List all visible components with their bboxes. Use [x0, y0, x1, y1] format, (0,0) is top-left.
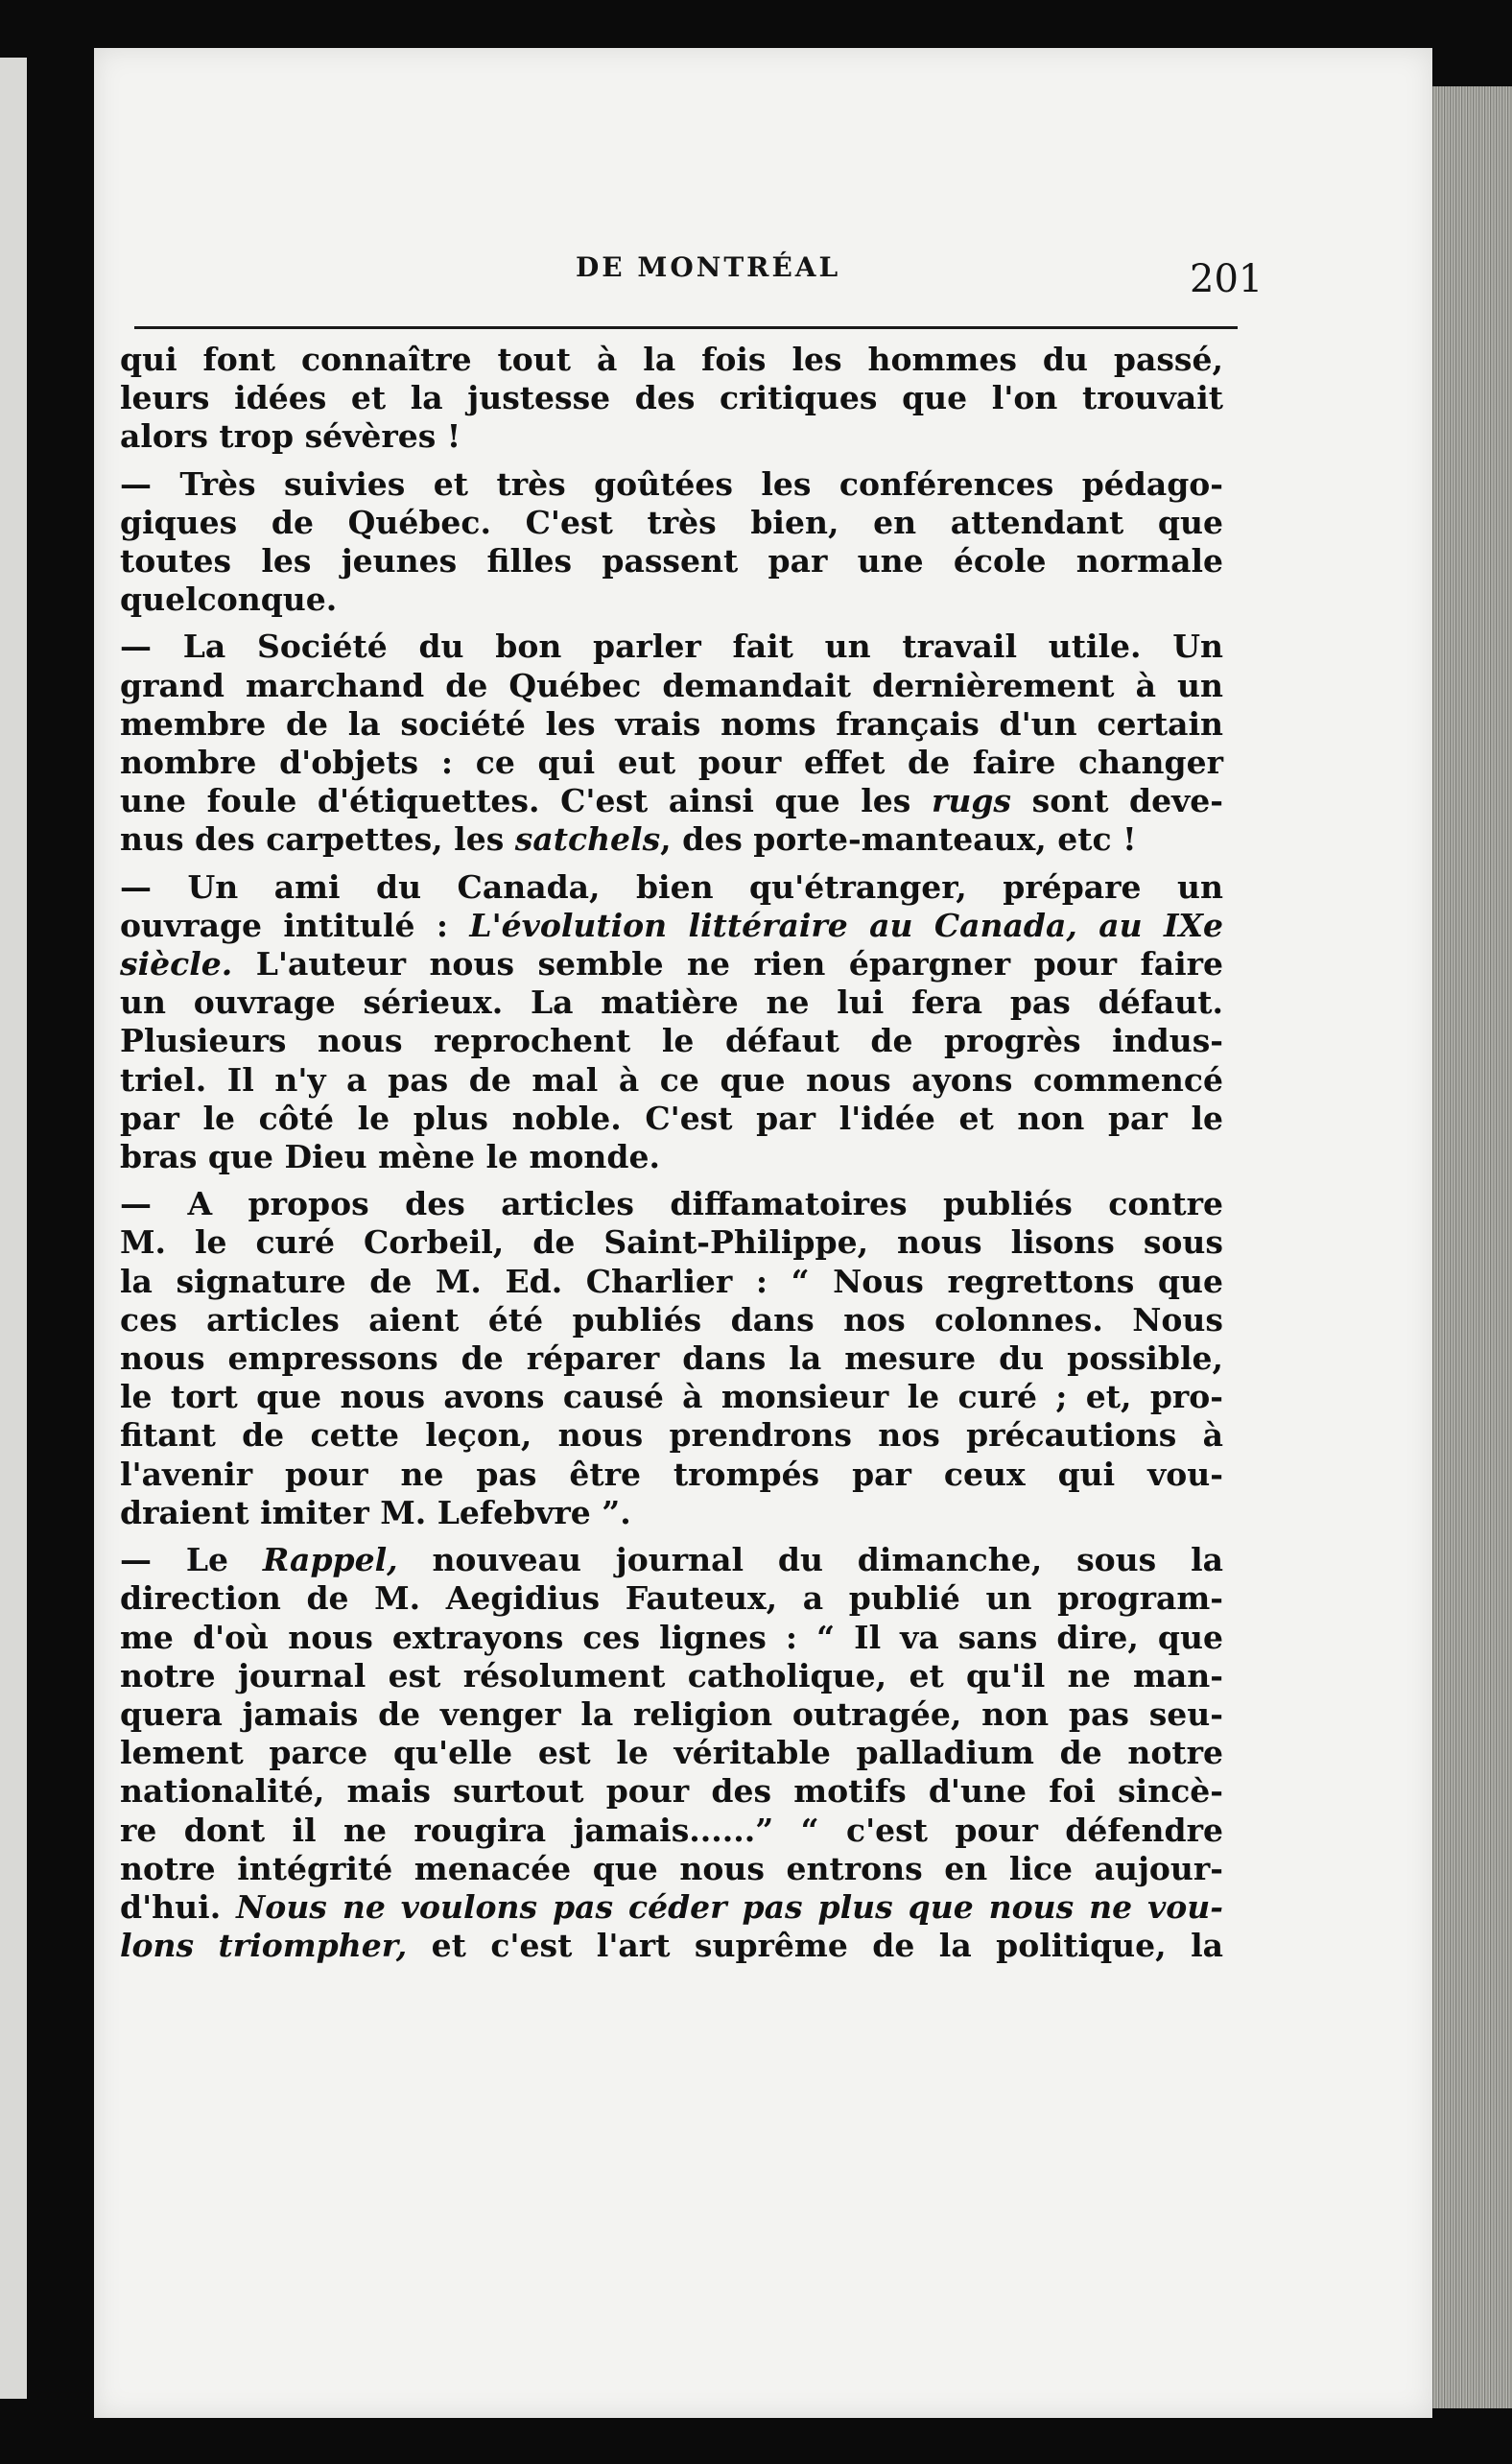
text-line: bras que Dieu mène le monde.: [120, 1138, 660, 1176]
text-line: ces articles aient été publiés dans nos colonnes. Nous: [120, 1300, 1223, 1339]
text-line: grand marchand de Québec demandait dernièrement à un: [120, 666, 1223, 704]
text-line: quelconque.: [120, 580, 338, 619]
text-line: — La Société du bon parler fait un travail utile. Un: [120, 628, 1223, 666]
text-line: lons triompher, et c'est l'art suprême de la politique, la: [120, 1927, 1223, 1965]
text-line: d'hui. Nous ne voulons pas céder pas plus que nous ne vou-: [120, 1887, 1223, 1926]
text-line: nationalité, mais surtout pour des motifs d'une foi sincè-: [120, 1772, 1223, 1811]
text-line: leurs idées et la justesse des critiques que l'on trouvait: [120, 379, 1223, 417]
text-line: alors trop sévères !: [120, 417, 461, 456]
text-line: lement parce qu'elle est le véritable palladium de notre: [120, 1734, 1223, 1772]
text-line: — A propos des articles diffamatoires publiés contre: [120, 1185, 1223, 1223]
text-line: qui font connaître tout à la fois les hommes du passé,: [120, 341, 1223, 378]
text-line: — Un ami du Canada, bien qu'étranger, prépare un: [120, 867, 1223, 906]
paragraph: [120, 628, 1223, 859]
text-line: — Très suivies et très goûtées les conférences pédago-: [120, 464, 1223, 503]
text-line: le tort que nous avons causé à monsieur le curé ; et, pro-: [120, 1378, 1223, 1416]
text-line: giques de Québec. C'est très bien, en attendant que: [120, 503, 1223, 541]
paragraph: [120, 1185, 1223, 1532]
paragraph: [120, 868, 1223, 1177]
facing-page-edge: [0, 58, 27, 2399]
text-line: triel. Il n'y a pas de mal à ce que nous ayons commencé: [120, 1060, 1223, 1099]
text-line: direction de M. Aegidius Fauteux, a publié un program-: [120, 1579, 1223, 1618]
text-line: siècle. L'auteur nous semble ne rien épargner pour faire: [120, 945, 1223, 983]
header-rule: [134, 326, 1238, 329]
text-line: une foule d'étiquettes. C'est ainsi que les rugs sont deve-: [120, 782, 1223, 820]
text-line: quera jamais de venger la religion outragée, non pas seu-: [120, 1694, 1223, 1733]
text-line: fitant de cette leçon, nous prendrons nos précautions à: [120, 1416, 1223, 1455]
page-number: 201: [1190, 257, 1264, 301]
text-line: ouvrage intitulé : L'évolution littéraire au Canada, au IXe: [120, 906, 1223, 944]
text-line: notre intégrité menacée que nous entrons en lice aujour-: [120, 1849, 1223, 1887]
text-line: nus des carpettes, les satchels, des porte-manteaux, etc !: [120, 820, 1137, 859]
text-line: un ouvrage sérieux. La matière ne lui fera pas défaut.: [120, 983, 1223, 1022]
text-line: re dont il ne rougira jamais......” “ c'est pour défendre: [120, 1811, 1223, 1849]
text-line: nombre d'objets : ce qui eut pour effet de faire changer: [120, 744, 1223, 782]
text-line: M. le curé Corbeil, de Saint-Philippe, nous lisons sous: [120, 1223, 1223, 1262]
running-head: DE MONTRÉAL: [576, 251, 841, 283]
text-line: draient imiter M. Lefebvre ”.: [120, 1493, 631, 1531]
text-line: toutes les jeunes filles passent par une école normale: [120, 542, 1223, 580]
text-line: — Le Rappel, nouveau journal du dimanche, sous la: [120, 1541, 1223, 1579]
text-line: par le côté le plus noble. C'est par l'idée et non par le: [120, 1099, 1223, 1137]
body-text: [120, 341, 1223, 1965]
paragraph: [120, 1541, 1223, 1965]
text-line: notre journal est résolument catholique, et qu'il ne man-: [120, 1656, 1223, 1694]
text-line: la signature de M. Ed. Charlier : “ Nous regrettons que: [120, 1262, 1223, 1300]
text-line: l'avenir pour ne pas être trompés par ceux qui vou-: [120, 1455, 1223, 1493]
text-line: me d'où nous extrayons ces lignes : “ Il va sans dire, que: [120, 1618, 1223, 1656]
page-stack-edge: [1432, 86, 1512, 2408]
text-line: membre de la société les vrais noms français d'un certain: [120, 704, 1223, 743]
text-line: Plusieurs nous reprochent le défaut de progrès indus-: [120, 1022, 1223, 1060]
paragraph: [120, 465, 1223, 620]
text-line: nous empressons de réparer dans la mesure du possible,: [120, 1339, 1223, 1378]
paragraph: [120, 341, 1223, 457]
